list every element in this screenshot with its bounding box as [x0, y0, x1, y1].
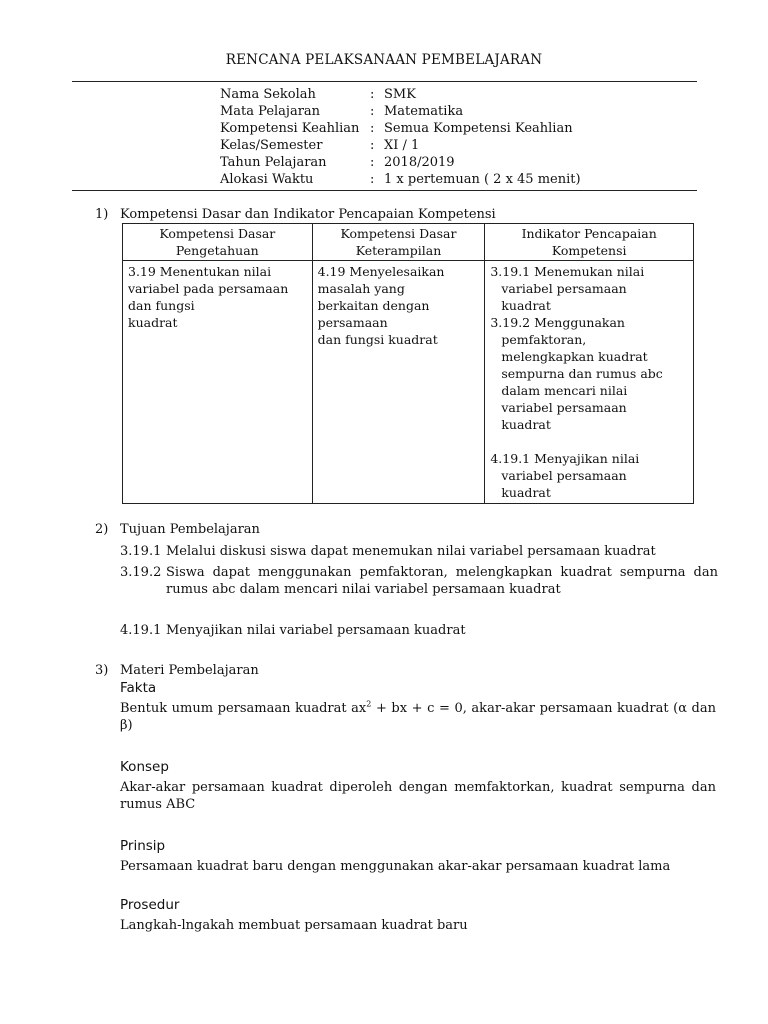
cell-line: pemfaktoran, [501, 332, 587, 347]
info-colon: : [370, 104, 375, 119]
info-label: Tahun Pelajaran [220, 155, 327, 170]
info-colon: : [370, 172, 375, 187]
divider-top [72, 81, 697, 82]
header-line: Kompetensi Dasar [340, 226, 457, 241]
cell-line: variabel pada persamaan [128, 281, 289, 296]
info-colon: : [370, 138, 375, 153]
header-line: Kompetensi Dasar [159, 226, 276, 241]
info-row-school [220, 86, 581, 103]
info-value: 2018/2019 [384, 155, 455, 170]
cell-line: variabel persamaan [501, 400, 627, 415]
fakta-prefix: Bentuk umum persamaan kuadrat ax [120, 701, 367, 716]
header-line: Indikator Pencapaian [521, 226, 657, 241]
info-colon: : [370, 155, 375, 170]
info-row-time [220, 171, 581, 188]
table-header-skills [312, 224, 485, 261]
info-row-subject [220, 103, 581, 120]
konsep-line-2: rumus ABC [120, 797, 196, 812]
table-row [123, 261, 694, 504]
section-1-title: Kompetensi Dasar dan Indikator Pencapaian Kompetensi [120, 207, 496, 222]
document-title: RENCANA PELAKSANAAN PEMBELAJARAN [225, 52, 543, 68]
cell-line: dan fungsi [128, 298, 195, 313]
cell-line: dalam mencari nilai [501, 383, 628, 398]
fakta-heading: Fakta [120, 680, 157, 696]
objective-item [120, 564, 718, 598]
info-row-program [220, 120, 581, 137]
divider-bottom [72, 190, 697, 191]
objective-code: 3.19.1 [120, 544, 162, 559]
competency-table [122, 223, 694, 504]
prinsip-heading: Prinsip [120, 838, 166, 854]
table-header-indicators [485, 224, 694, 261]
info-label: Nama Sekolah [220, 87, 316, 102]
info-label: Mata Pelajaran [220, 104, 321, 119]
fakta-text [120, 700, 716, 734]
section-3-number: 3) [95, 663, 109, 678]
objective-line [120, 564, 718, 581]
cell-line: variabel persamaan [501, 468, 627, 483]
objective-item [120, 622, 718, 639]
info-row-year [220, 154, 581, 171]
objective-text: Melalui diskusi siswa dapat menemukan nilai variabel persamaan kuadrat [166, 544, 656, 559]
info-label: Alokasi Waktu [220, 172, 314, 187]
indicator-item [490, 263, 688, 314]
indicator-item [490, 450, 688, 501]
info-row-class [220, 137, 581, 154]
info-value: Semua Kompetensi Keahlian [384, 121, 573, 136]
cell-line: 4.19.1 Menyajikan nilai [490, 451, 640, 466]
prinsip-text: Persamaan kuadrat baru dengan menggunakan akar-akar persamaan kuadrat lama [120, 859, 671, 874]
prosedur-heading: Prosedur [120, 897, 180, 913]
cell-line: 3.19.1 Menemukan nilai [490, 264, 645, 279]
header-line: Keterampilan [355, 243, 442, 258]
objective-text-cont: rumus abc dalam mencari nilai variabel persamaan kuadrat [166, 582, 561, 597]
table-header-row [123, 224, 694, 261]
cell-line: 3.19.2 Menggunakan [490, 315, 625, 330]
cell-line: melengkapkan kuadrat [501, 349, 648, 364]
table-header-knowledge [123, 224, 313, 261]
cell-line: berkaitan dengan [317, 298, 430, 313]
objective-code: 4.19.1 [120, 623, 162, 638]
info-label: Kelas/Semester [220, 138, 323, 153]
section-1-number: 1) [95, 207, 109, 222]
cell-line: dan fungsi kuadrat [317, 332, 438, 347]
info-colon: : [370, 87, 375, 102]
cell-line: variabel persamaan [501, 281, 627, 296]
objective-text: Siswa dapat menggunakan pemfaktoran, melengkapkan kuadrat sempurna dan [166, 565, 718, 580]
cell-line: persamaan [317, 315, 388, 330]
info-value: 1 x pertemuan ( 2 x 45 menit) [384, 172, 581, 187]
prosedur-text: Langkah-lngakah membuat persamaan kuadrat baru [120, 918, 468, 933]
info-value: XI / 1 [384, 138, 420, 153]
section-2-number: 2) [95, 522, 109, 537]
header-line: Pengetahuan [175, 243, 259, 258]
konsep-text [120, 779, 716, 813]
table-cell-indicators [485, 261, 694, 504]
fakta-suffix: + bx + c = 0, akar-akar persamaan kuadrat (α dan [371, 701, 716, 716]
cell-line: kuadrat [501, 417, 551, 432]
konsep-line: Akar-akar persamaan kuadrat diperoleh dengan memfaktorkan, kuadrat sempurna dan [120, 780, 716, 795]
spacer [490, 433, 688, 450]
indicator-item [490, 314, 688, 433]
info-value: SMK [384, 87, 416, 102]
objective-text: Menyajikan nilai variabel persamaan kuadrat [166, 623, 466, 638]
cell-line: kuadrat [501, 485, 551, 500]
fakta-line [120, 700, 716, 717]
cell-line: kuadrat [501, 298, 551, 313]
cell-line: sempurna dan rumus abc [501, 366, 663, 381]
section-3-title: Materi Pembelajaran [120, 663, 259, 678]
table-cell-skills [312, 261, 485, 504]
cell-line: 4.19 Menyelesaikan [317, 264, 445, 279]
info-label: Kompetensi Keahlian [220, 121, 360, 136]
identity-block [220, 86, 581, 188]
table-cell-knowledge [123, 261, 313, 504]
objective-item [120, 543, 718, 560]
section-2-title: Tujuan Pembelajaran [120, 522, 260, 537]
konsep-heading: Konsep [120, 759, 169, 775]
cell-line: masalah yang [317, 281, 405, 296]
fakta-exponent: 2 [366, 699, 372, 709]
cell-line: kuadrat [128, 315, 178, 330]
objective-code: 3.19.2 [120, 565, 162, 580]
header-line: Kompetensi [551, 243, 627, 258]
info-value: Matematika [384, 104, 464, 119]
fakta-line-2: β) [120, 718, 133, 733]
info-colon: : [370, 121, 375, 136]
cell-line: 3.19 Menentukan nilai [128, 264, 272, 279]
